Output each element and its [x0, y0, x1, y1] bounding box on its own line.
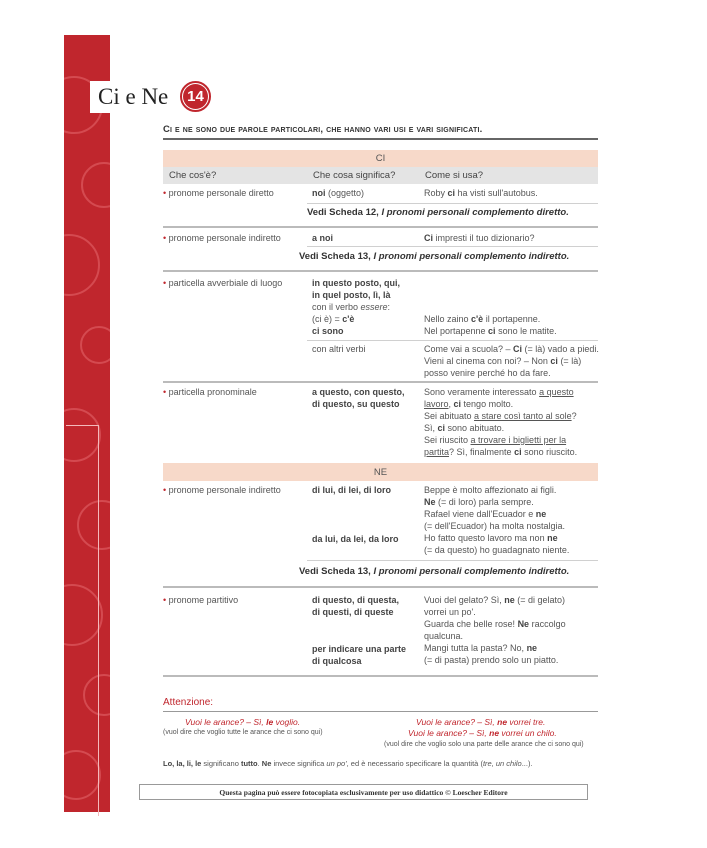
row-example: Roby ci ha visti sull'autobus.	[424, 188, 538, 198]
row-meaning: con altri verbi	[312, 344, 366, 354]
chapter-badge	[180, 81, 211, 112]
row-type: • particella avverbiale di luogo	[163, 277, 282, 289]
section-label: CI	[375, 153, 386, 164]
row-example: Ci impresti il tuo dizionario?	[424, 233, 535, 243]
attention-note-right: (vuol dire che voglio solo una parte delle arance che ci sono qui)	[384, 741, 584, 748]
attention-example-left: Vuoi le arance? – Sì, le voglio.	[185, 717, 301, 727]
section-label: NE	[373, 466, 388, 478]
divider	[163, 270, 598, 272]
column-header: Che cos'è?	[169, 170, 217, 181]
row-type: • pronome partitivo	[163, 594, 238, 606]
row-type: • pronome personale indiretto	[163, 484, 281, 496]
row-type: • particella pronominale	[163, 386, 257, 398]
row-meaning: a questo, con questo, di questo, su questo	[312, 387, 405, 409]
divider	[163, 675, 598, 677]
attention-example-right: Vuoi le arance? – Sì, ne vorrei tre.	[416, 717, 546, 727]
divider	[307, 560, 598, 561]
row-meaning: a noi	[312, 233, 334, 243]
chapter-number: 14	[183, 84, 208, 109]
divider	[307, 340, 598, 341]
attention-summary: Lo, la, li, le significano tutto. Ne invece significa un po', ed è necessario specificare la quantità (tre, un chilo...).	[163, 759, 533, 768]
column-header-row	[163, 167, 598, 184]
divider	[163, 226, 598, 228]
reference-link: Vedi Scheda 13, I pronomi personali complemento indiretto.	[299, 566, 570, 577]
row-type: • pronome personale diretto	[163, 187, 274, 199]
column-header: Che cosa significa?	[313, 170, 396, 181]
divider	[163, 381, 598, 383]
reference-link: Vedi Scheda 13, I pronomi personali complemento indiretto.	[299, 251, 570, 262]
footer-copyright: Questa pagina può essere fotocopiata esclusivamente per uso didattico © Loescher Editore	[139, 784, 588, 800]
intro-text: Ci e ne sono due parole particolari, che hanno vari usi e vari significati.	[163, 124, 483, 135]
row-example: Beppe è molto affezionato ai figli. Ne (= di loro) parla sempre. Rafael viene dall'Ecuador e ne (= dell'Ecuador) ha molta nostalgia. Ho fatto questo lavoro ma non ne (= da questo) ho guadagnato niente.	[424, 485, 570, 555]
row-meaning: per indicare una parte di qualcosa	[312, 644, 407, 666]
reference-link: Vedi Scheda 12, I pronomi personali complemento diretto.	[307, 207, 569, 218]
divider	[163, 138, 598, 140]
row-example: Vuoi del gelato? Sì, ne (= di gelato) vorrei un po'. Guarda che belle rose! Ne raccolgo qualcuna. Mangi tutta la pasta? No, ne (= di pasta) prendo solo un piatto.	[424, 595, 566, 665]
row-meaning: in questo posto, qui, in quel posto, lì, là con il verbo essere: (ci è) = c'è ci sono	[312, 278, 400, 336]
decorative-line	[66, 425, 99, 816]
row-example: Nello zaino c'è il portapenne. Nel portapenne ci sono le matite.	[424, 314, 557, 336]
row-meaning: di questo, di questa, di questi, di queste	[312, 595, 400, 617]
column-header: Come si usa?	[425, 170, 484, 181]
section-header-ci	[163, 150, 598, 167]
attention-example-right: Vuoi le arance? – Sì, ne vorrei un chilo.	[408, 728, 557, 738]
row-meaning: da lui, da lei, da loro	[312, 534, 399, 544]
page-title: Ci e Ne	[98, 84, 169, 109]
divider	[307, 246, 598, 247]
row-type: • pronome personale indiretto	[163, 232, 281, 244]
divider	[307, 203, 598, 204]
row-example: Come vai a scuola? – Ci (= là) vado a piedi. Vieni al cinema con noi? – Non ci (= là) posso venire perché ho da fare.	[424, 344, 599, 378]
row-meaning: noi (oggetto)	[312, 188, 365, 198]
divider	[163, 711, 598, 712]
divider	[163, 586, 598, 588]
attention-note-left: (vuol dire che voglio tutte le arance che ci sono qui)	[163, 729, 323, 736]
row-example: Sono veramente interessato a questo lavoro, ci tengo molto. Sei abituato a stare così tanto al sole? Sì, ci sono abituato. Sei riuscito a trovare i biglietti per la partita? Sì, finalmente ci sono riuscito.	[424, 387, 578, 457]
attention-title: Attenzione:	[163, 697, 214, 708]
row-meaning: di lui, di lei, di loro	[312, 485, 392, 495]
section-header-ne	[163, 463, 598, 481]
